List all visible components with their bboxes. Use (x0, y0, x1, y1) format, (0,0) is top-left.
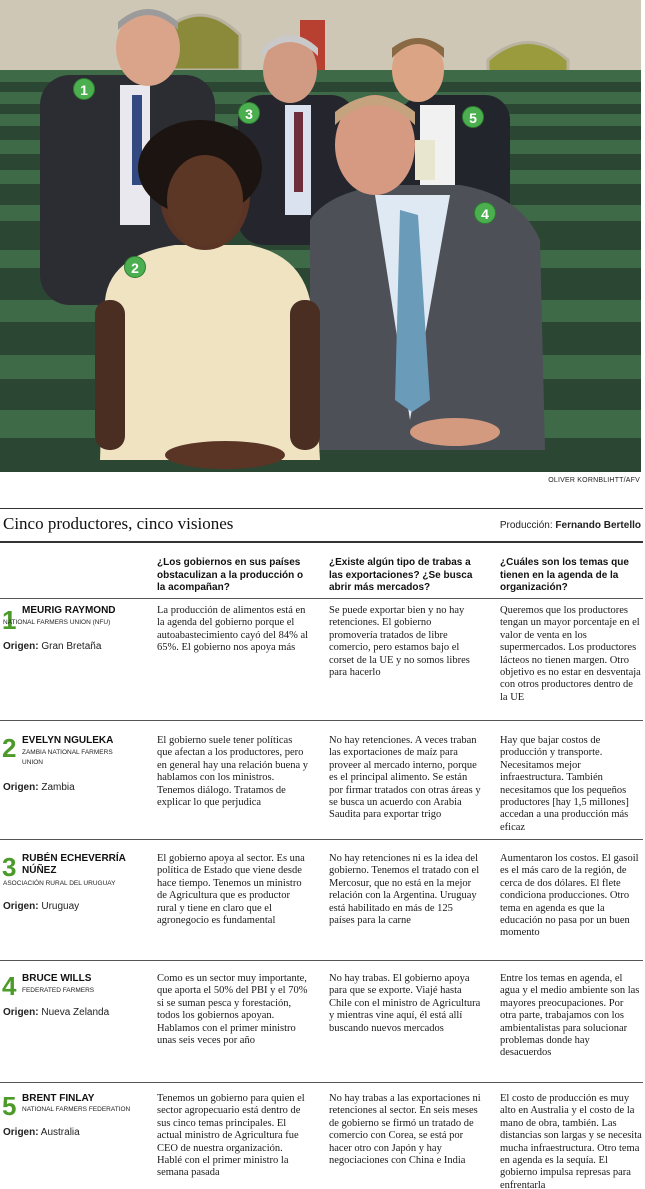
producer-row-1 (0, 598, 643, 718)
group-photo (0, 0, 641, 472)
question-2: ¿Existe algún tipo de trabas a las exportaciones? ¿Se busca abrir más mercados? (329, 557, 473, 593)
producer-organization: NATIONAL FARMERS UNION (NFU) (3, 619, 111, 626)
answer-3: El costo de producción es muy alto en Australia y el costo de la mano de obra, también. Las distancias son largas y se necesita mucha infraestructura. Otro tema en agenda es la sequía. El gobierno impulsa represas para enfrentarla (500, 1093, 642, 1189)
origin-label: Origen: (3, 782, 39, 793)
producer-number: 3 (2, 852, 17, 882)
origin-label: Origen: (3, 641, 39, 652)
producer-organization: NATIONAL FARMERS FEDERATION (22, 1106, 131, 1113)
divider-header (0, 541, 643, 543)
answer-2: Se puede exportar bien y no hay retenciones. El gobierno promovería tratados de libre comercio, pero estamos bajo el corset de la UE y no somos libres para hacerlo (329, 605, 470, 679)
producer-name: BRENT FINLAY (22, 1093, 95, 1104)
origin-value: Gran Bretaña (41, 641, 102, 652)
producer-name: EVELYN NGULEKA (22, 735, 114, 746)
answer-1: La producción de alimentos está en la agenda del gobierno porque el autoabastecimiento cayó del 84% al 65%. El gobierno nos apoya más (157, 605, 309, 654)
producer-organization: FEDERATED FARMERS (22, 987, 95, 994)
answer-3: Entre los temas en agenda, el agua y el medio ambiente son las mayores preocupaciones. Por otra parte, trabajamos con los ambientalistas para solucionar problemas donde hay desacuerdos (500, 973, 640, 1059)
producer-number: 1 (2, 605, 17, 635)
producer-name: MEURIG RAYMOND (22, 605, 116, 616)
producer-name: RUBÉN ECHEVERRÍA NÚÑEZ (22, 853, 126, 876)
photo-badge-1: 1 (73, 78, 95, 100)
production-name: Fernando Bertello (555, 520, 641, 531)
producer-origin (3, 641, 101, 652)
origin-label: Origen: (3, 1127, 39, 1138)
photo-credit: OLIVER KORNBLIHTT/AFV (548, 477, 640, 484)
origin-value: Australia (40, 1127, 80, 1138)
answer-2: No hay retenciones ni es la idea del gobierno. Tenemos el tratado con el Mercosur, que no está en la mejor relación con la Argentina. Uruguay está habilitado en más de 125 países para la carne (329, 853, 480, 927)
answer-3: Aumentaron los costos. El gasoil es el más caro de la región, de cerca de dos dólares. El flete condiciona producciones. Otro tema en agenda es que la educación no pasa por un buen momento (500, 853, 639, 939)
producer-organization: ZAMBIA NATIONAL FARMERS UNION (22, 749, 113, 766)
producer-origin (3, 1127, 80, 1138)
origin-label: Origen: (3, 1007, 39, 1018)
question-3: ¿Cuáles son los temas que tienen en la agenda de la organización? (500, 557, 629, 593)
producer-name: BRUCE WILLS (22, 973, 92, 984)
answer-1: El gobierno suele tener políticas que afectan a los productores, pero en general hay una relación buena y hablamos con los ministros. Tenemos diálogo. Tratamos de explicar lo que perjudica (157, 735, 309, 809)
origin-label: Origen: (3, 901, 39, 912)
producer-origin (3, 901, 79, 912)
question-1: ¿Los gobiernos en sus países obstaculizan a la producción o la acompañan? (157, 557, 304, 593)
origin-value: Nueva Zelanda (41, 1007, 110, 1018)
photo-badge-4: 4 (474, 202, 496, 224)
origin-value: Zambia (41, 782, 75, 793)
producer-row-5 (0, 1082, 643, 1189)
producer-organization: ASOCIACIÓN RURAL DEL URUGUAY (3, 880, 116, 887)
answer-1: El gobierno apoya al sector. Es una política de Estado que viene desde hace tiempo. Tenemos un ministro de Agricultura que es productor rural y tiene en claro que el agronegocio es fundamental (157, 853, 305, 927)
producer-origin (3, 782, 75, 793)
answer-2: No hay trabas a las exportaciones ni retenciones al sector. En seis meses de gobierno se firmó un tratado de comercio con Corea, se está por hacer otro con Japón y hay negociaciones con China e India (329, 1093, 481, 1167)
producer-row-2 (0, 720, 643, 838)
photo-badge-3: 3 (238, 102, 260, 124)
answer-1: Como es un sector muy importante, que aporta el 50% del PBI y el 70% si se suman pesca y forestación, todos los gobiernos apoyan. Hablamos con el primer ministro unas seis veces por año (157, 973, 308, 1047)
producer-origin (3, 1007, 109, 1018)
producer-number: 2 (2, 733, 17, 763)
photo-badge-2: 2 (124, 256, 146, 278)
answer-2: No hay trabas. El gobierno apoya para que se exporte. Viajé hasta Chile con el ministro de Agricultura y mientras vine aquí, él está allí buscando nuevos mercados (329, 973, 481, 1034)
producer-number: 5 (2, 1091, 17, 1121)
origin-value: Uruguay (41, 901, 80, 912)
photo-badge-5: 5 (462, 106, 484, 128)
photo-illustration (0, 0, 641, 472)
producer-number: 4 (2, 971, 17, 1001)
divider-top (0, 508, 643, 509)
article-title: Cinco productores, cinco visiones (3, 514, 234, 533)
answer-3: Hay que bajar costos de producción y transporte. Necesitamos mejor infraestructura. También necesitamos que los pequeños productores [hay 1,5 millones] accedan a una producción más eficaz (500, 735, 629, 833)
answer-1: Tenemos un gobierno para quien el sector agropecuario está dentro de sus cinco temas principales. El actual ministro de Agricultura fue CEO de nuestra organización. Hablé con el primer ministro la semana pasada (157, 1093, 305, 1179)
answer-3: Queremos que los productores tengan un mayor porcentaje en el valor de venta en los supermercados. Los productores lácteos no tienen margen. Otro objetivo es no estar en desventaja con otros productores dentro de la UE (500, 605, 641, 703)
producer-row-3 (0, 839, 643, 959)
production-label: Producción: (499, 520, 553, 531)
answer-2: No hay retenciones. A veces traban las exportaciones de maíz para proveer al mercado interno, porque es el principal alimento. Se están por firmar tratados con otras áreas y se busca un acuerdo con Arabia Saudita para exportar trigo (329, 735, 481, 821)
production-credit (500, 520, 641, 531)
producer-row-4 (0, 960, 643, 1081)
